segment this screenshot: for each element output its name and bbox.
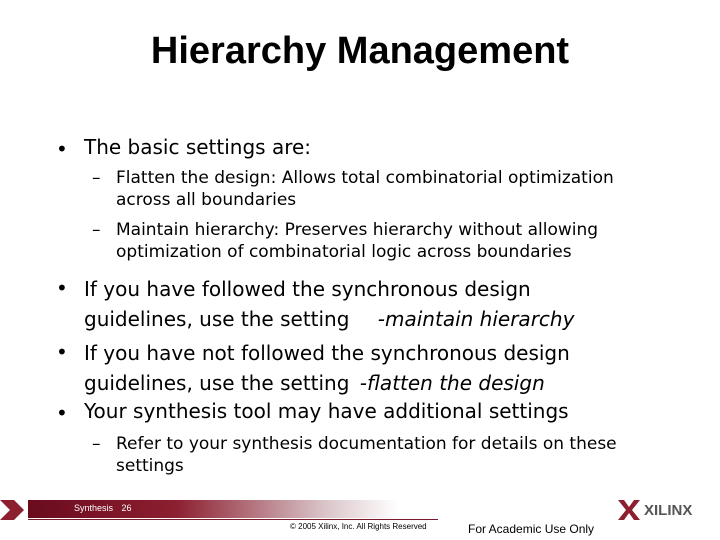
bullet-line bbox=[84, 304, 574, 334]
bullet-line bbox=[84, 368, 570, 398]
sub-bullet-text bbox=[116, 219, 598, 263]
sub-bullet-line: optimization of combinatorial logic across boundaries bbox=[116, 242, 572, 262]
option-name: -flatten the design bbox=[359, 371, 545, 395]
sub-bullet-dash: – bbox=[92, 434, 101, 454]
bullet-text: The basic settings are: bbox=[84, 135, 312, 159]
sub-bullet-dash: – bbox=[92, 220, 101, 240]
bullet-text: Your synthesis tool may have additional settings bbox=[84, 399, 569, 423]
bullet-line-prefix: guidelines, use the setting bbox=[84, 307, 350, 331]
bullet-text bbox=[84, 274, 574, 334]
footer-section bbox=[74, 503, 132, 513]
bullet-dot: • bbox=[56, 340, 68, 364]
page-number: 26 bbox=[121, 503, 132, 513]
section-name: Synthesis bbox=[74, 503, 114, 513]
sub-bullet-text bbox=[116, 433, 617, 477]
sub-bullet-line: Refer to your synthesis documentation for details on these bbox=[116, 434, 617, 454]
bullet-dot: • bbox=[56, 137, 68, 161]
bullet-text bbox=[84, 338, 570, 398]
bullet-line-prefix: guidelines, use the setting bbox=[84, 371, 350, 395]
bullet-line: If you have followed the synchronous design bbox=[84, 277, 531, 301]
sub-bullet-line: Maintain hierarchy: Preserves hierarchy without allowing bbox=[116, 220, 599, 240]
sub-bullet-dash: – bbox=[92, 168, 101, 188]
sub-bullet-line: across all boundaries bbox=[116, 190, 297, 210]
logo-text: XILINX bbox=[644, 501, 693, 519]
sub-bullet-line: settings bbox=[116, 456, 184, 476]
academic-use-text: For Academic Use Only bbox=[468, 522, 595, 536]
bullet-dot: • bbox=[56, 276, 68, 300]
xilinx-logo bbox=[618, 499, 692, 521]
copyright-text: © 2005 Xilinx, Inc. All Rights Reserved bbox=[290, 522, 427, 531]
corner-mark-icon bbox=[0, 498, 30, 522]
slide-title: Hierarchy Management bbox=[150, 30, 570, 72]
bullet-line: If you have not followed the synchronous design bbox=[84, 341, 570, 365]
footer-divider bbox=[28, 519, 438, 520]
xilinx-x-icon bbox=[618, 500, 640, 520]
bullet-dot: • bbox=[56, 401, 68, 425]
sub-bullet-text bbox=[116, 167, 614, 211]
sub-bullet-line: Flatten the design: Allows total combinatorial optimization bbox=[116, 168, 614, 188]
option-name: -maintain hierarchy bbox=[377, 307, 575, 331]
left-corner-mark bbox=[0, 498, 30, 526]
